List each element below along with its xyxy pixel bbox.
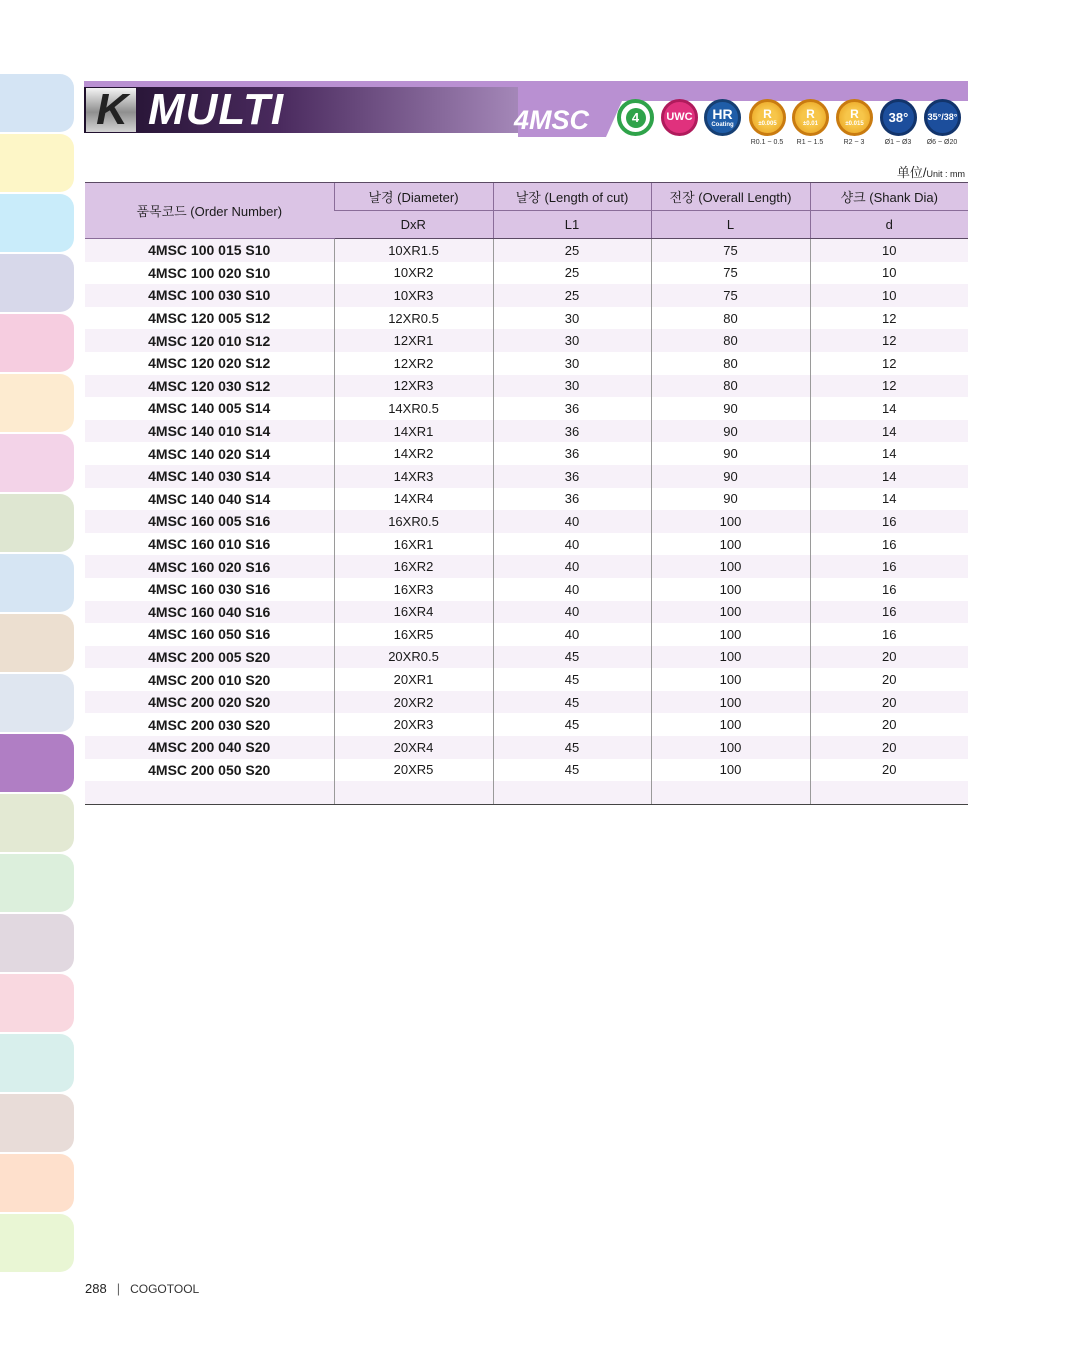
badge-caption: R0.1 ~ 0.5 [750, 139, 784, 146]
side-tab [0, 1214, 74, 1272]
table-row [85, 555, 968, 578]
cell-order-number: 4MSC 120 020 S12 [85, 352, 334, 375]
side-tab [0, 854, 74, 912]
cell-order-number: 4MSC 100 030 S10 [85, 284, 334, 307]
header-order-number: 품목코드 (Order Number) [85, 183, 334, 239]
cell-length-of-cut: 40 [493, 623, 651, 646]
cell-diameter: 20XR0.5 [334, 646, 493, 669]
table-row [85, 623, 968, 646]
table-row [85, 488, 968, 511]
cell-order-number: 4MSC 140 005 S14 [85, 397, 334, 420]
cell-overall-length: 100 [651, 578, 810, 601]
badge-label: R [850, 107, 859, 121]
side-tab [0, 434, 74, 492]
cell-order-number: 4MSC 160 050 S16 [85, 623, 334, 646]
table-row [85, 533, 968, 556]
side-tab [0, 254, 74, 312]
cell-diameter: 20XR5 [334, 759, 493, 782]
cell-diameter: 12XR1 [334, 329, 493, 352]
badge-label: 4 [626, 108, 646, 128]
radius-tolerance-icon [792, 99, 829, 136]
cell-length-of-cut: 45 [493, 736, 651, 759]
cell-length-of-cut: 36 [493, 488, 651, 511]
table-row [85, 510, 968, 533]
title-k-logo: K [86, 88, 136, 132]
table-row [85, 691, 968, 714]
cell-order-number: 4MSC 140 030 S14 [85, 465, 334, 488]
cell-shank-dia: 20 [810, 691, 968, 714]
badge-sub: ±0.015 [845, 121, 864, 127]
table-row [85, 239, 968, 262]
cell-order-number: 4MSC 120 030 S12 [85, 375, 334, 398]
cell-overall-length: 90 [651, 488, 810, 511]
table-row [85, 578, 968, 601]
subheader-d: d [810, 211, 968, 239]
cell-order-number: 4MSC 200 005 S20 [85, 646, 334, 669]
badge-caption: Ø1 ~ Ø3 [884, 139, 912, 146]
badge-label: HR [712, 106, 733, 122]
cell-shank-dia: 10 [810, 262, 968, 285]
side-tab [0, 1094, 74, 1152]
subheader-l1: L1 [493, 211, 651, 239]
table-row [85, 397, 968, 420]
cell-order-number: 4MSC 200 050 S20 [85, 759, 334, 782]
badge-caption: R1 ~ 1.5 [796, 139, 824, 146]
cell-overall-length: 100 [651, 691, 810, 714]
four-flute-icon [617, 99, 654, 136]
table-row [85, 262, 968, 285]
cell-shank-dia: 16 [810, 533, 968, 556]
cell-length-of-cut: 36 [493, 442, 651, 465]
cell-diameter: 12XR2 [334, 352, 493, 375]
side-tab [0, 794, 74, 852]
badge-label: 38° [888, 110, 909, 125]
cell-shank-dia: 20 [810, 668, 968, 691]
cell-overall-length: 80 [651, 307, 810, 330]
header-overall-length: 전장 (Overall Length) [651, 183, 810, 211]
table-row [85, 668, 968, 691]
cell-order-number: 4MSC 160 005 S16 [85, 510, 334, 533]
cell-overall-length: 100 [651, 668, 810, 691]
cell-length-of-cut: 25 [493, 284, 651, 307]
cell-shank-dia: 14 [810, 397, 968, 420]
cell-order-number: 4MSC 140 020 S14 [85, 442, 334, 465]
cell-diameter: 20XR2 [334, 691, 493, 714]
hr-coating-icon [704, 99, 741, 136]
cell-length-of-cut: 30 [493, 352, 651, 375]
cell-shank-dia: 14 [810, 465, 968, 488]
cell-length-of-cut: 25 [493, 262, 651, 285]
table-row [85, 420, 968, 443]
cell-diameter: 20XR3 [334, 713, 493, 736]
cell-length-of-cut: 36 [493, 420, 651, 443]
table-row [85, 601, 968, 624]
cell-length-of-cut: 30 [493, 375, 651, 398]
table-row [85, 352, 968, 375]
table-row [85, 442, 968, 465]
badge-label: R [806, 107, 815, 121]
cell-diameter: 20XR4 [334, 736, 493, 759]
header-length-of-cut: 날장 (Length of cut) [493, 183, 651, 211]
cell-length-of-cut: 45 [493, 691, 651, 714]
cell-diameter: 16XR4 [334, 601, 493, 624]
badge-sub: ±0.01 [803, 121, 818, 127]
cell-shank-dia: 12 [810, 329, 968, 352]
side-index-tabs [0, 74, 74, 1274]
cell-diameter: 12XR0.5 [334, 307, 493, 330]
cell-overall-length: 100 [651, 646, 810, 669]
helix-angle-icon [924, 99, 961, 136]
table-row [85, 307, 968, 330]
cell-overall-length: 75 [651, 239, 810, 262]
cell-overall-length: 80 [651, 329, 810, 352]
cell-shank-dia [810, 781, 968, 804]
side-tab [0, 1034, 74, 1092]
side-tab [0, 614, 74, 672]
cell-overall-length: 100 [651, 601, 810, 624]
cell-shank-dia: 20 [810, 646, 968, 669]
subheader-dxr: DxR [334, 211, 493, 239]
spec-table [85, 182, 968, 805]
cell-diameter: 10XR3 [334, 284, 493, 307]
cell-length-of-cut: 45 [493, 668, 651, 691]
cell-shank-dia: 16 [810, 578, 968, 601]
side-tab [0, 974, 74, 1032]
radius-tolerance-icon [749, 99, 786, 136]
cell-length-of-cut: 40 [493, 510, 651, 533]
cell-diameter: 16XR0.5 [334, 510, 493, 533]
table-row [85, 713, 968, 736]
cell-order-number: 4MSC 160 010 S16 [85, 533, 334, 556]
side-tab [0, 134, 74, 192]
badge-label: UWC [666, 111, 693, 123]
cell-order-number: 4MSC 100 015 S10 [85, 239, 334, 262]
radius-tolerance-icon [836, 99, 873, 136]
cell-overall-length: 100 [651, 510, 810, 533]
cell-length-of-cut: 40 [493, 578, 651, 601]
cell-order-number: 4MSC 160 030 S16 [85, 578, 334, 601]
badge-label: R [763, 107, 772, 121]
cell-length-of-cut: 40 [493, 555, 651, 578]
uwc-icon [661, 99, 698, 136]
cell-order-number: 4MSC 100 020 S10 [85, 262, 334, 285]
badge-caption: Ø6 ~ Ø20 [926, 139, 958, 146]
table-row [85, 759, 968, 782]
cell-shank-dia: 20 [810, 736, 968, 759]
cell-shank-dia: 16 [810, 601, 968, 624]
cell-length-of-cut: 30 [493, 307, 651, 330]
side-tab [0, 734, 74, 792]
cell-shank-dia: 10 [810, 239, 968, 262]
cell-overall-length: 90 [651, 465, 810, 488]
subheader-l: L [651, 211, 810, 239]
cell-length-of-cut: 45 [493, 646, 651, 669]
cell-length-of-cut: 45 [493, 713, 651, 736]
page-number: 288 [85, 1281, 107, 1296]
cell-shank-dia: 12 [810, 375, 968, 398]
cell-overall-length [651, 781, 810, 804]
footer-brand: COGOTOOL [130, 1282, 200, 1296]
cell-overall-length: 80 [651, 352, 810, 375]
side-tab [0, 674, 74, 732]
cell-order-number: 4MSC 140 010 S14 [85, 420, 334, 443]
cell-length-of-cut: 30 [493, 329, 651, 352]
side-tab [0, 314, 74, 372]
cell-shank-dia: 20 [810, 759, 968, 782]
header-diameter: 날경 (Diameter) [334, 183, 493, 211]
cell-overall-length: 100 [651, 533, 810, 556]
badge-label: 35°/38° [927, 112, 958, 122]
cell-order-number: 4MSC 200 040 S20 [85, 736, 334, 759]
badge-caption: R2 ~ 3 [843, 139, 865, 146]
cell-shank-dia: 12 [810, 352, 968, 375]
side-tab [0, 374, 74, 432]
footer-separator: | [116, 1281, 121, 1296]
cell-overall-length: 75 [651, 284, 810, 307]
table-row [85, 329, 968, 352]
cell-diameter: 14XR0.5 [334, 397, 493, 420]
cell-length-of-cut: 45 [493, 759, 651, 782]
cell-diameter: 16XR3 [334, 578, 493, 601]
table-row [85, 736, 968, 759]
cell-overall-length: 100 [651, 623, 810, 646]
side-tab [0, 194, 74, 252]
cell-shank-dia: 16 [810, 623, 968, 646]
cell-length-of-cut: 36 [493, 397, 651, 420]
cell-diameter: 20XR1 [334, 668, 493, 691]
cell-shank-dia: 16 [810, 555, 968, 578]
badge-sub: Coating [711, 122, 734, 128]
cell-overall-length: 90 [651, 420, 810, 443]
cell-shank-dia: 10 [810, 284, 968, 307]
cell-shank-dia: 12 [810, 307, 968, 330]
cell-diameter: 16XR2 [334, 555, 493, 578]
cell-order-number: 4MSC 200 030 S20 [85, 713, 334, 736]
page-title: MULTI [148, 85, 285, 134]
cell-overall-length: 75 [651, 262, 810, 285]
cell-diameter: 14XR1 [334, 420, 493, 443]
cell-shank-dia: 14 [810, 420, 968, 443]
cell-overall-length: 80 [651, 375, 810, 398]
cell-length-of-cut: 36 [493, 465, 651, 488]
side-tab [0, 1154, 74, 1212]
cell-overall-length: 100 [651, 555, 810, 578]
cell-length-of-cut: 40 [493, 533, 651, 556]
unit-label: 单位/Unit : mm [896, 165, 965, 180]
helix-angle-icon [880, 99, 917, 136]
cell-order-number: 4MSC 200 010 S20 [85, 668, 334, 691]
side-tab [0, 554, 74, 612]
cell-diameter: 10XR2 [334, 262, 493, 285]
cell-diameter: 14XR4 [334, 488, 493, 511]
cell-shank-dia: 16 [810, 510, 968, 533]
cell-overall-length: 100 [651, 713, 810, 736]
side-tab [0, 74, 74, 132]
table-row [85, 284, 968, 307]
table-row [85, 646, 968, 669]
side-tab [0, 494, 74, 552]
cell-shank-dia: 14 [810, 488, 968, 511]
cell-order-number: 4MSC 140 040 S14 [85, 488, 334, 511]
cell-order-number: 4MSC 160 020 S16 [85, 555, 334, 578]
cell-order-number: 4MSC 200 020 S20 [85, 691, 334, 714]
side-tab [0, 914, 74, 972]
cell-shank-dia: 14 [810, 442, 968, 465]
table-row [85, 375, 968, 398]
cell-length-of-cut: 25 [493, 239, 651, 262]
cell-order-number: 4MSC 120 010 S12 [85, 329, 334, 352]
cell-length-of-cut [493, 781, 651, 804]
page-footer [85, 1281, 199, 1296]
table-row [85, 781, 968, 804]
cell-diameter: 16XR1 [334, 533, 493, 556]
cell-diameter: 10XR1.5 [334, 239, 493, 262]
cell-diameter: 12XR3 [334, 375, 493, 398]
cell-overall-length: 100 [651, 736, 810, 759]
cell-length-of-cut: 40 [493, 601, 651, 624]
model-code: 4MSC [514, 105, 590, 135]
cell-diameter: 14XR3 [334, 465, 493, 488]
cell-order-number: 4MSC 120 005 S12 [85, 307, 334, 330]
cell-shank-dia: 20 [810, 713, 968, 736]
cell-order-number [85, 781, 334, 804]
badge-sub: ±0.005 [758, 121, 777, 127]
cell-overall-length: 100 [651, 759, 810, 782]
cell-diameter [334, 781, 493, 804]
cell-diameter: 16XR5 [334, 623, 493, 646]
table-row [85, 465, 968, 488]
cell-diameter: 14XR2 [334, 442, 493, 465]
header-shank-dia: 샹크 (Shank Dia) [810, 183, 968, 211]
cell-overall-length: 90 [651, 397, 810, 420]
cell-order-number: 4MSC 160 040 S16 [85, 601, 334, 624]
cell-overall-length: 90 [651, 442, 810, 465]
